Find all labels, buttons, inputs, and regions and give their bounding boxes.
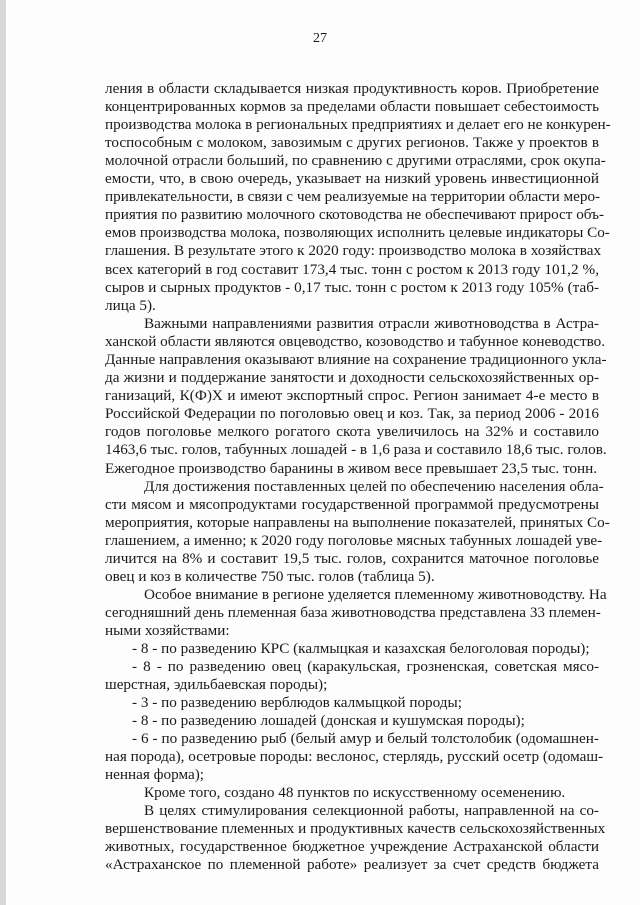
text-line: ления в области складывается низкая продуктивность коров. Приобретение: [105, 80, 599, 97]
text-line: - 8 - по разведению КРС (калмыцкая и казахская белоголовая породы);: [132, 640, 590, 657]
text-line: животных, государственное бюджетное учреждение Астраханской области: [105, 838, 599, 855]
text-line: мероприятия, которые направлены на выполнение показателей, принятых Со-: [105, 514, 610, 531]
text-line: Кроме того, создано 48 пунктов по искусственному осеменению.: [144, 784, 566, 801]
text-line: Для достижения поставленных целей по обеспечению населения обла-: [144, 478, 604, 495]
text-line: - 3 - по разведению верблюдов калмыцкой породы;: [132, 694, 462, 711]
text-line: ганизаций, К(Ф)Х и имеют экспортный спрос. Регион занимает 4-е место в: [105, 387, 599, 404]
text-line: Ежегодное производство баранины в живом весе превышает 23,5 тыс. тонн.: [105, 460, 598, 477]
text-line: сыров и сырных продуктов - 0,17 тыс. тонн с ростом к 2013 году 105% (таб-: [105, 279, 599, 296]
text-line: тоспособным с молоком, завозимым с других регионов. Также у проектов в: [105, 134, 599, 151]
page-number: 27: [313, 31, 327, 46]
text-line: всех категорий в год составит 173,4 тыс. тонн с ростом к 2013 году 101,2 %,: [105, 261, 599, 278]
text-line: производства молока в региональных предприятиях и делает его не конкурен-: [105, 116, 611, 133]
text-line: ная порода), осетровые породы: веслонос, стерлядь, русский осетр (одомаш-: [105, 748, 604, 765]
text-line: емости, что, в свою очередь, указывает на низкий уровень инвестиционной: [105, 170, 599, 187]
text-line: шерстная, эдильбаевская породы);: [105, 676, 328, 693]
text-line: Особое внимание в регионе уделяется племенному животноводству. На: [144, 586, 607, 603]
text-line: молочной отрасли больший, по сравнению с другими отраслями, срок окупа-: [105, 152, 606, 169]
text-line: сегодняшний день племенная база животноводства представлена 33 племен-: [105, 604, 601, 621]
text-line: ненная форма);: [105, 766, 204, 783]
text-line: да жизни и поддержание занятости и доходности сельскохозяйственных ор-: [105, 369, 599, 386]
text-line: концентрированных кормов за пределами области повышает себестоимость: [105, 98, 599, 115]
text-line: ными хозяйствами:: [105, 622, 230, 639]
text-line: личится на 8% и составит 19,5 тыс. голов, сохранится маточное поголовье: [105, 550, 599, 567]
text-line: В целях стимулирования селекционной работы, направленной на со-: [144, 802, 599, 819]
text-line: емов производства молока, позволяющих исполнить целевые индикаторы Со-: [105, 224, 610, 241]
text-line: Российской Федерации по поголовью овец и коз. Так, за период 2006 - 2016: [105, 405, 599, 422]
text-line: - 6 - по разведению рыб (белый амур и белый толстолобик (одомашнен-: [132, 730, 599, 747]
text-line: Данные направления оказывают влияние на сохранение традиционного укла-: [105, 351, 607, 368]
text-line: «Астраханское по племенной работе» реализует за счет средств бюджета: [105, 856, 599, 873]
text-line: привлекательности, в связи с чем реализуемые на территории области меро-: [105, 188, 601, 205]
text-line: - 8 - по разведению лошадей (донская и кушумская породы);: [132, 712, 525, 729]
text-line: приятия по развитию молочного скотоводства не обеспечивают прирост объ-: [105, 206, 605, 223]
text-line: вершенствование племенных и продуктивных качеств сельскохозяйственных: [105, 820, 606, 837]
text-line: глашения. В результате этого к 2020 году: производство молока в хозяйствах: [105, 242, 602, 259]
text-line: годов поголовье мелкого рогатого скота увеличилось на 32% и составило: [105, 423, 599, 440]
text-line: глашением, а именно; к 2020 году поголовье мясных табунных лошадей уве-: [105, 532, 603, 549]
text-line: - 8 - по разведению овец (каракульская, грозненская, советская мясо-: [132, 658, 599, 675]
text-line: лица 5).: [105, 297, 156, 314]
text-line: овец и коз в количестве 750 тыс. голов (таблица 5).: [105, 568, 435, 585]
text-line: 1463,6 тыс. голов, табунных лошадей - в 1,6 раза и составило 18,6 тыс. голов.: [105, 441, 607, 458]
text-line: сти мясом и мясопродуктами государственной программой предусмотрены: [105, 496, 599, 513]
text-line: ханской области являются овцеводство, козоводство и табунное коневодство.: [105, 333, 606, 350]
text-line: Важными направлениями развития отрасли животноводства в Астра-: [144, 315, 599, 332]
scan-edge: [0, 0, 6, 905]
